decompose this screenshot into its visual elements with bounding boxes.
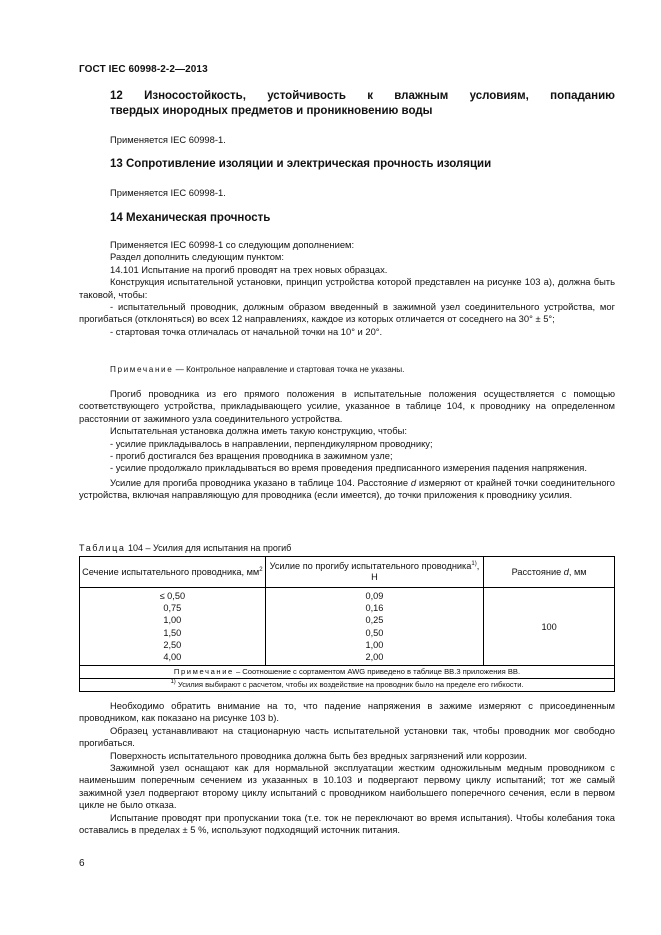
table-cell: 4,00 <box>163 652 182 663</box>
table-cell: 0,09 <box>365 591 384 601</box>
table-values-row <box>80 588 615 666</box>
table-note-row <box>80 666 615 679</box>
section-13-text: Применяется IEC 60998-1. <box>110 187 226 198</box>
paragraph: - прогиб достигался без вращения проводника в зажимном узле; <box>110 450 393 462</box>
section-13-heading: 13 Сопротивление изоляции и электрическая прочность изоляции <box>110 158 492 170</box>
paragraph: Испытание проводят при пропускании тока (т.е. ток не переключают во время испытания). Чтобы колебания тока оставались в пределах ± 5 %, используют подходящий источник питания. <box>79 811 615 836</box>
note-label: Примечание <box>173 667 234 677</box>
footnote-mark: 1) <box>170 679 176 686</box>
paragraph: Испытательная установка должна иметь такую конструкцию, чтобы: <box>110 425 407 437</box>
table-cell: 0,50 <box>365 627 384 638</box>
force-values-cell <box>265 588 484 666</box>
section-values-cell <box>80 588 266 666</box>
section-12-text: Применяется IEC 60998-1. <box>110 134 226 145</box>
paragraph: - усилие прикладывалось в направлении, перпендикулярном проводнику; <box>110 437 433 449</box>
paragraph: - стартовая точка отличалась от начальной точки на 10° и 20°. <box>110 325 383 337</box>
table-cell: 0,25 <box>365 615 384 626</box>
table-caption <box>79 543 291 553</box>
document-header: ГОСТ IEC 60998-2-2—2013 <box>79 64 208 75</box>
text-span: измеряют от крайней точки соединительного устройства, включая направляющую для проводника (если имеется), до точки приложения к проводнику усилия. <box>79 476 615 501</box>
paragraph <box>79 477 615 502</box>
column-header-force <box>265 557 484 588</box>
text-span: Усилие для прогиба проводника указано в таблице 104. Расстояние <box>110 476 411 488</box>
paragraph: Поверхность испытательного проводника должна быть без вредных загрязнений или коррозии. <box>110 749 528 761</box>
footnote-ref: 1) <box>471 561 477 567</box>
table-cell: 0,16 <box>365 603 384 614</box>
column-header-section <box>80 557 266 588</box>
paragraph: - испытательный проводник, должным образом введенный в зажимной узел соединительного устройства, мог прогибаться (отклоняться) во всех 12 направлениях, каждое из которых отличается от соседнего на 30° ± 5°; <box>79 301 615 325</box>
variable-d: d <box>410 476 417 488</box>
paragraph: 14.101 Испытание на прогиб проводят на трех новых образцах. <box>110 263 388 275</box>
table-note <box>80 666 615 679</box>
paragraph: Образец устанавливают на стационарную часть испытательной установки так, чтобы проводник мог свободно прогибаться. <box>79 724 615 749</box>
note-text: – Соотношение с сортаментом AWG приведено в таблице BB.3 приложения BB. <box>233 667 521 677</box>
variable-d: d <box>563 566 569 577</box>
closing-text <box>79 700 615 836</box>
table-footnote-row <box>80 679 615 692</box>
table-cell: ≤ 0,50 <box>159 591 186 601</box>
table-footnote <box>80 679 615 692</box>
header-unit: , мм <box>568 566 587 577</box>
table-cell: 1,00 <box>365 639 384 650</box>
note <box>110 364 404 375</box>
table-caption-label: Таблица <box>79 543 126 553</box>
note-label: Примечание <box>110 365 174 374</box>
paragraph: Применяется IEC 60998-1 со следующим дополнением: <box>110 239 355 250</box>
distance-cell: 100 <box>484 588 615 666</box>
header-text: Расстояние <box>511 566 564 577</box>
table-cell: 0,75 <box>163 603 182 614</box>
paragraph: Раздел дополнить следующим пунктом: <box>110 251 284 263</box>
section-12-heading <box>110 89 615 119</box>
section-14-body <box>79 239 615 338</box>
note-text: — Контрольное направление и стартовая точка не указаны. <box>173 365 405 374</box>
force-table <box>79 556 615 692</box>
table-cell: 1,00 <box>163 615 182 626</box>
header-text: Усилие по прогибу испытательного проводника <box>269 561 472 571</box>
table-header-row <box>80 557 615 588</box>
table-cell: 1,50 <box>163 627 182 638</box>
header-unit: , Н <box>371 561 480 582</box>
paragraph: Прогиб проводника из его прямого положения в испытательные положения осуществляется с помощью соответствующего устройства, прикладывающего усилие, указанное в таблице 104, к проводнику на определенном расстоянии от зажимного узла соединительного устройства. <box>79 388 615 424</box>
section-14-heading: 14 Механическая прочность <box>110 212 271 224</box>
section-12-heading-line1: 12 Износостойкость, устойчивость к влажным условиям, попаданию <box>110 90 615 102</box>
paragraph: Конструкция испытательной установки, принцип устройства которой представлен на рисунке 103 а), должна быть таковой, чтобы: <box>79 276 615 300</box>
paragraph: Зажимной узел оснащают как для нормальной эксплуатации жестким одножильным медным проводником с наименьшим поперечным сечением из указанных в 10.103 и подвергают первому циклу испытаний; тот же самый зажимной узел подвергают второму циклу испытаний с проводником наибольшего поперечного сечения, если в первом цикле не было отказа. <box>79 762 615 811</box>
paragraph: - усилие продолжало прикладываться во время проведения предписанного измерения падения напряжения. <box>110 462 587 474</box>
table-cell: 2,50 <box>163 639 182 650</box>
page-number: 6 <box>79 858 85 869</box>
section-14-body-2 <box>79 388 615 502</box>
superscript: 2 <box>259 566 263 573</box>
paragraph: Необходимо обратить внимание на то, что падение напряжения в зажиме измеряют с присоединенным проводником, как показано на рисунке 103 b). <box>79 700 615 724</box>
column-header-distance <box>484 557 615 588</box>
footnote-text: Усилия выбирают с расчетом, чтобы их воздействие на проводник было на пределе его гибкости. <box>175 680 524 690</box>
table-caption-text: 104 – Усилия для испытания на прогиб <box>125 543 292 553</box>
table-cell: 2,00 <box>365 652 384 663</box>
header-text: Сечение испытательного проводника, мм <box>82 566 260 577</box>
section-12-heading-line2: твердых инородных предметов и проникновению воды <box>110 105 433 117</box>
